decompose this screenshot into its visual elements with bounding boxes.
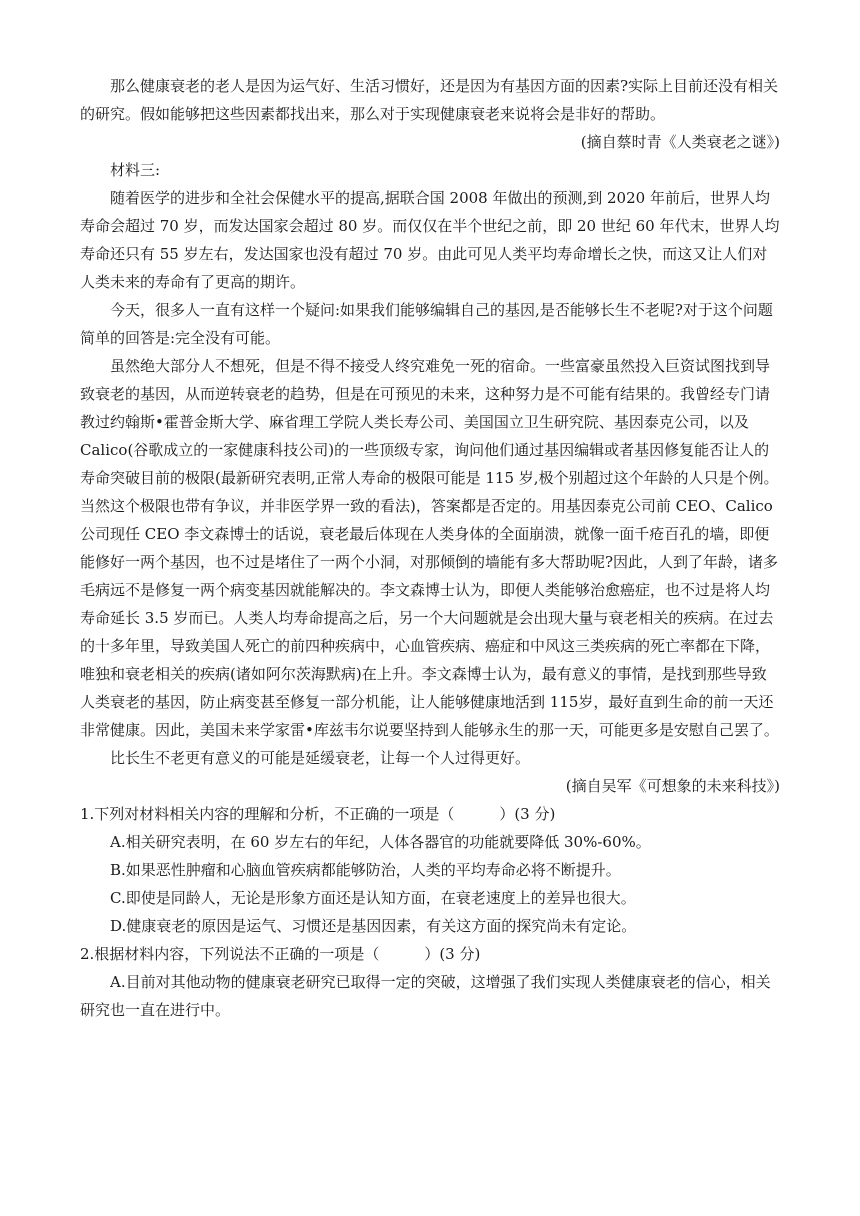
material3-heading: 材料三: [110, 161, 161, 179]
material3-paragraph-2: 今天，很多人一直有这样一个疑问:如果我们能够编辑自己的基因,是否能够长生不老呢?对于这个问题简单的回答是:完全没有可能。 [80, 301, 773, 347]
question-1-option-a: A.相关研究表明，在 60 岁左右的年纪，人体各器官的功能就要降低 30%-60%。 [110, 833, 651, 851]
material3-paragraph-4: 比长生不老更有意义的可能是延缓衰老，让每一个人过得更好。 [110, 749, 531, 767]
material3-paragraph-1: 随着医学的进步和全社会保健水平的提高,据联合国 2008 年做出的预测,到 2020 年前后，世界人均寿命会超过 70 岁，而发达国家会超过 80 岁。而仅仅在半个世纪之前，即 20 世纪 60 年代末，世界人均寿命还只有 55 岁左右，发达国家也没有超过 70 岁。由此可见人类平均寿命增长之快，而这又让人们对人类未来的寿命有了更高的期许。 [80, 189, 780, 291]
question-2-option-a: A.目前对其他动物的健康衰老研究已取得一定的突破，这增强了我们实现人类健康衰老的信心，相关研究也一直在进行中。 [80, 973, 771, 1019]
question-1-option-c: C.即使是同龄人，无论是形象方面还是认知方面，在衰老速度上的差异也很大。 [110, 889, 636, 907]
question-2-stem: 2.根据材料内容，下列说法不正确的一项是（ ）(3 分) [80, 945, 481, 963]
question-1-option-b: B.如果恶性肿瘤和心脑血管疾病都能够防治，人类的平均寿命必将不断提升。 [110, 861, 621, 879]
question-1-stem: 1.下列对材料相关内容的理解和分析，不正确的一项是（ ）(3 分) [80, 805, 556, 823]
material2-closing-paragraph: 那么健康衰老的老人是因为运气好、生活习惯好，还是因为有基因方面的因素?实际上目前还没有相关的研究。假如能够把这些因素都找出来，那么对于实现健康衰老来说将会是非好的帮助。 [80, 77, 779, 123]
material3-paragraph-3: 虽然绝大部分人不想死，但是不得不接受人终究难免一死的宿命。一些富豪虽然投入巨资试图找到导致衰老的基因，从而逆转衰老的趋势，但是在可预见的未来，这种努力是不可能有结果的。我曾经专门请教过约翰斯•霍普金斯大学、麻省理工学院人类长寿公司、美国国立卫生研究院、基因泰克公司，以及 Calico(谷歌成立的一家健康科技公司)的一些顶级专家，询问他们通过基因编辑或者基因修复能否让人的寿命突破目前的极限(最新研究表明,正常人寿命的极限可能是 115 岁,极个别超过这个年龄的人只是个例。当然这个极限也带有争议，并非医学界一致的看法)，答案都是否定的。用基因泰克公司前 CEO、Calico 公司现任 CEO 李文森博士的话说，衰老最后体现在人类身体的全面崩溃，就像一面千疮百孔的墙，即便能修好一两个基因，也不过是堵住了一两个小洞，对那倾倒的墙能有多大帮助呢?因此，人到了年龄，诸多毛病远不是修复一两个病变基因就能解决的。李文森博士认为，即便人类能够治愈癌症，也不过是将人均寿命延长 3.5 岁而已。人类人均寿命提高之后，另一个大问题就是会出现大量与衰老相关的疾病。在过去的十多年里，导致美国人死亡的前四种疾病中，心血管疾病、癌症和中风这三类疾病的死亡率都在下降，唯独和衰老相关的疾病(诸如阿尔茨海默病)在上升。李文森博士认为，最有意义的事情，是找到那些导致人类衰老的基因，防止病变甚至修复一部分机能，让人能够健康地活到 115岁，最好直到生命的前一天还非常健康。因此，美国未来学家雷•库兹韦尔说要坚持到人能够永生的那一天，可能更多是安慰自己罢了。 [80, 357, 779, 739]
material3-source: (摘自吴军《可想象的未来科技》) [565, 777, 780, 795]
material2-source: (摘自蔡时青《人类衰老之谜》) [580, 133, 780, 151]
question-1-option-d: D.健康衰老的原因是运气、习惯还是基因因素，有关这方面的探究尚未有定论。 [110, 917, 637, 935]
document-content [80, 72, 780, 1024]
